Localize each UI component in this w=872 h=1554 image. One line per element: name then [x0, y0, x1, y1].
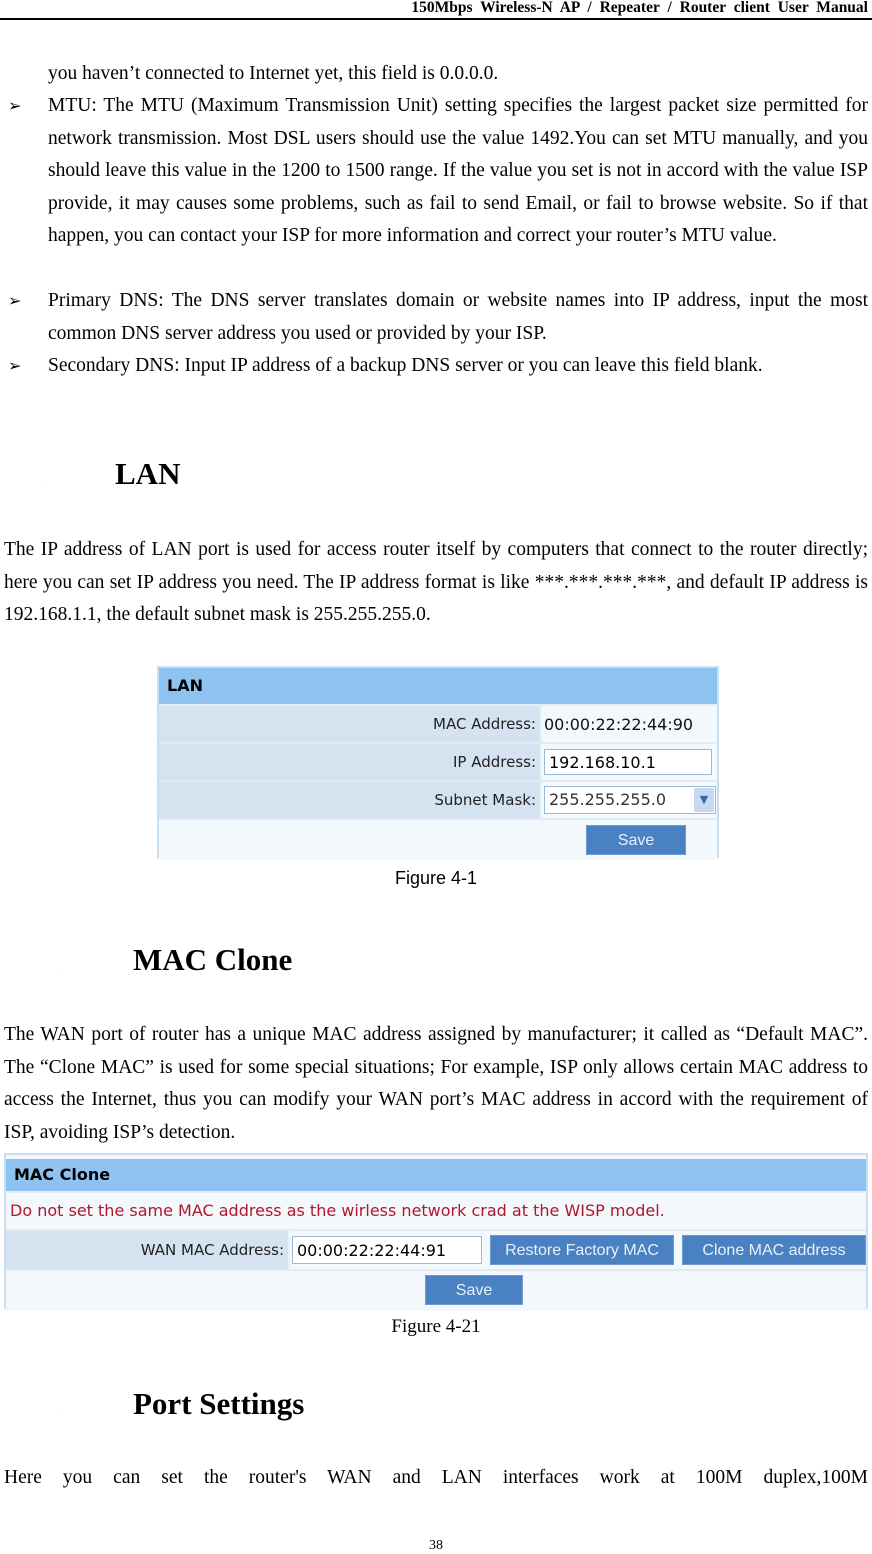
subnet-mask-row	[159, 782, 717, 820]
subnet-mask-label: Subnet Mask:	[159, 782, 542, 818]
figure-title: MAC Clone	[6, 1159, 866, 1193]
save-row	[6, 1271, 866, 1311]
figure-title: LAN	[159, 668, 717, 706]
ip-address-label: IP Address:	[159, 744, 542, 780]
chevron-down-icon[interactable]: ▼	[694, 788, 714, 812]
bullet-mtu	[0, 90, 868, 253]
warning-message: Do not set the same MAC address as the wirless network crad at the WISP model.	[6, 1193, 866, 1231]
bullet-text: MTU: The MTU (Maximum Transmission Unit) setting specifies the largest packet size permitted for network transmission. Most DSL users should use the value 1492.You can set MTU manually, and you should leave this value in the 1200 to 1500 range. If the value you set is not in accord with the value ISP provide, it may causes some problems, such as fail to send Email, or fail to browse website. So if that happen, you can contact your ISP for more information and correct your router’s MTU value.	[48, 95, 868, 246]
mac-clone-description: The WAN port of router has a unique MAC address assigned by manufacturer; it called as “Default MAC”. The “Clone MAC” is used for some special situations; For example, ISP only allows certain MAC address to access the Internet, thus you can modify your WAN port’s MAC address in accord with the requirement of ISP, avoiding ISP’s detection.	[4, 1024, 868, 1143]
page-header: 150Mbps Wireless-N AP / Repeater / Router client User Manual	[0, 0, 872, 20]
continued-paragraph: you haven’t connected to Internet yet, this field is 0.0.0.0.	[48, 63, 499, 84]
wan-mac-row	[6, 1231, 866, 1271]
mac-address-label: MAC Address:	[159, 706, 542, 742]
bullet-primary-dns	[0, 285, 868, 350]
save-button[interactable]: Save	[586, 825, 686, 855]
figure-caption: Figure 4-1	[394, 868, 478, 888]
save-button[interactable]: Save	[425, 1275, 523, 1305]
arrow-bullet-icon: ➢	[8, 356, 22, 375]
heading-marker: ..	[40, 482, 42, 487]
subnet-mask-select[interactable]	[544, 786, 716, 814]
subnet-mask-value: 255.255.255.0	[549, 790, 667, 809]
heading-marker: ..	[60, 1412, 62, 1417]
mac-clone-figure	[4, 1153, 868, 1309]
figure-caption: Figure 4-21	[391, 1316, 481, 1337]
mac-address-value: 00:00:22:22:44:90	[542, 706, 717, 742]
restore-factory-mac-button[interactable]: Restore Factory MAC	[490, 1235, 674, 1265]
bullet-text: Primary DNS: The DNS server translates domain or website names into IP address, input the most common DNS server address you used or provided by your ISP.	[48, 290, 868, 344]
mac-address-row	[159, 706, 717, 744]
lan-settings-figure	[157, 666, 719, 858]
section-heading-mac-clone: MAC Clone	[133, 942, 293, 977]
save-row	[159, 820, 717, 860]
bullet-text: Secondary DNS: Input IP address of a backup DNS server or you can leave this field blank.	[48, 355, 763, 376]
wan-mac-input[interactable]: 00:00:22:22:44:91	[292, 1236, 482, 1264]
heading-marker: ..	[60, 968, 62, 973]
port-settings-description: Here you can set the router's WAN and LAN interfaces work at 100M duplex,100M	[4, 1467, 868, 1488]
wan-mac-label: WAN MAC Address:	[6, 1231, 290, 1269]
ip-address-input[interactable]: 192.168.10.1	[544, 749, 712, 775]
ip-address-row	[159, 744, 717, 782]
lan-description: The IP address of LAN port is used for access router itself by computers that connect to the router directly; here you can set IP address you need. The IP address format is like ***.***.***.***, and default IP address is 192.168.1.1, the default subnet mask is 255.255.255.0.	[4, 539, 868, 625]
arrow-bullet-icon: ➢	[8, 291, 22, 310]
page-number: 38	[429, 1538, 443, 1553]
bullet-secondary-dns	[0, 350, 868, 383]
arrow-bullet-icon: ➢	[8, 96, 22, 115]
clone-mac-address-button[interactable]: Clone MAC address	[682, 1235, 866, 1265]
section-heading-lan: LAN	[115, 456, 181, 491]
section-heading-port-settings: Port Settings	[133, 1386, 305, 1421]
